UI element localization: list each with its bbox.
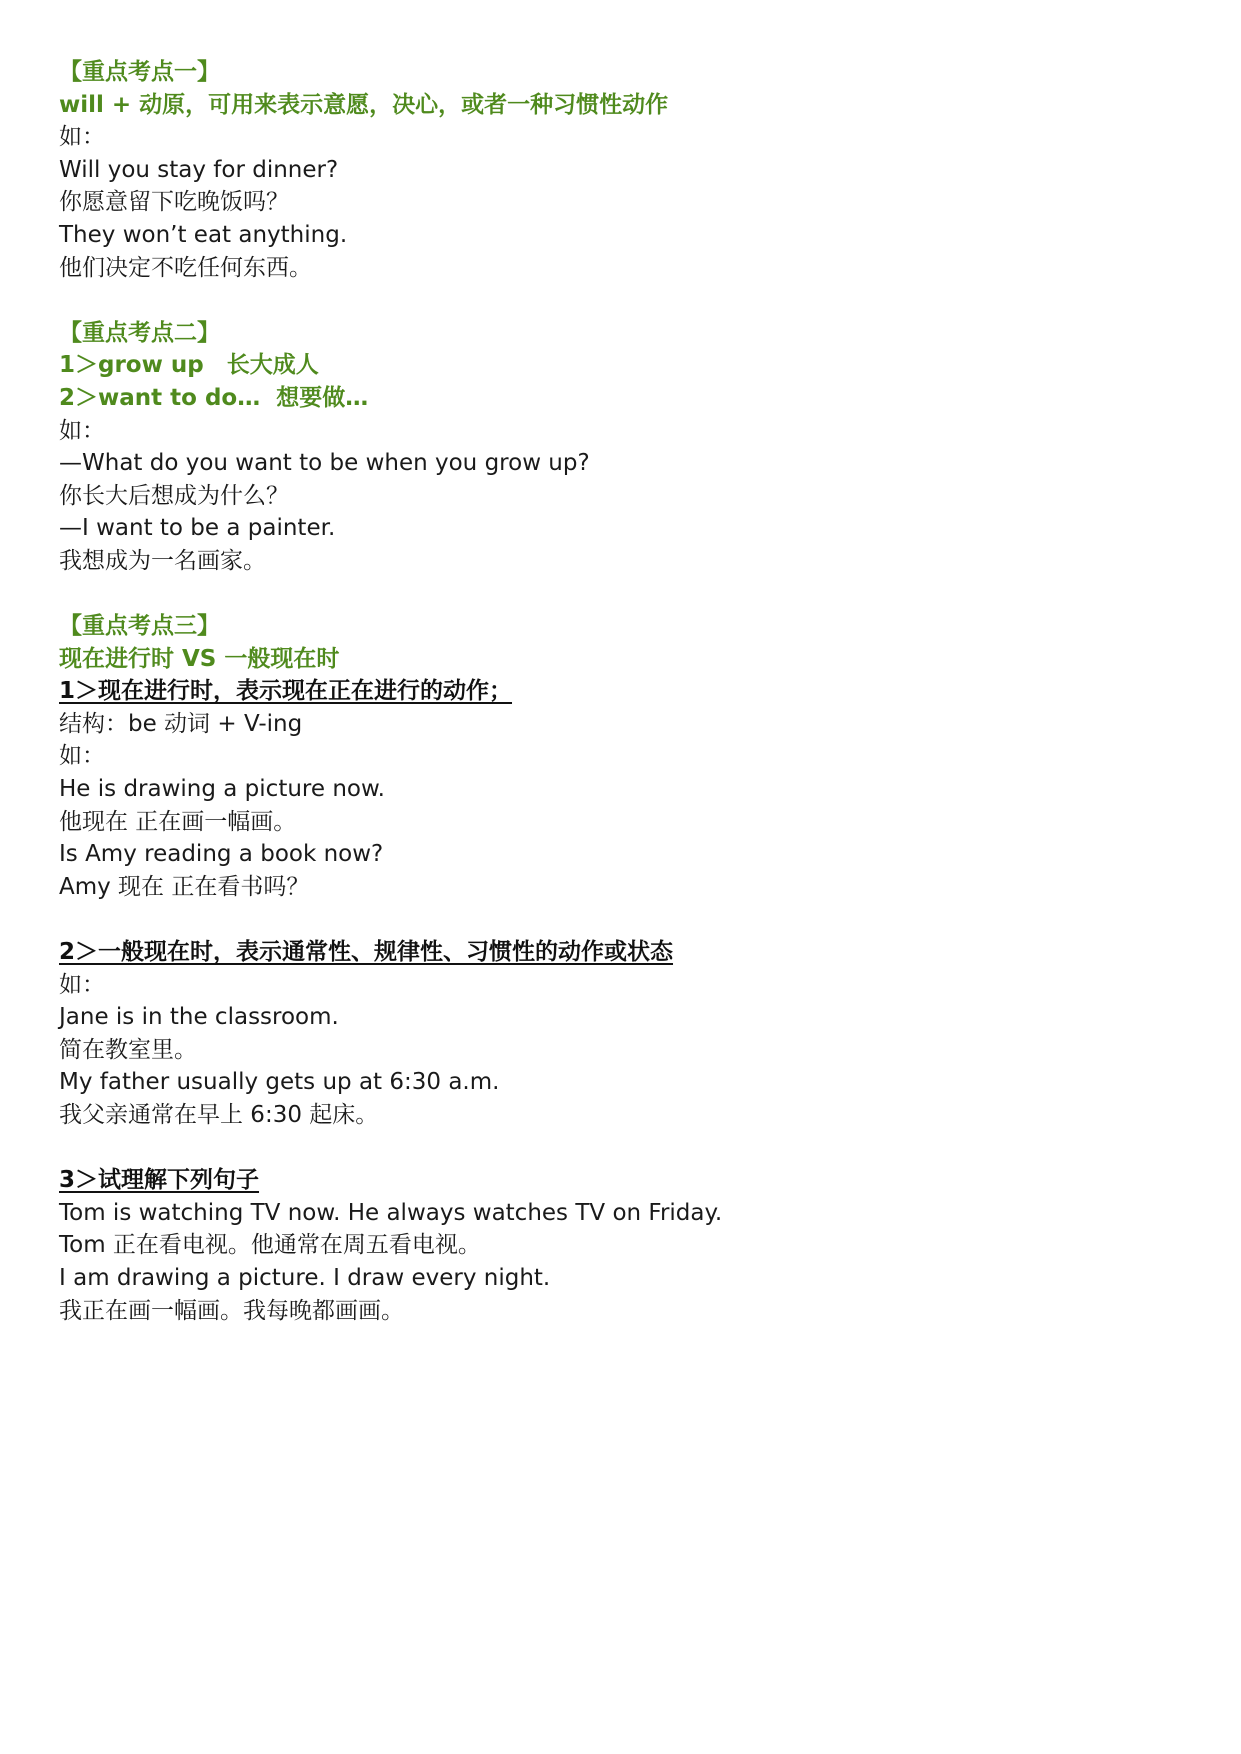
section3-part1-line: He is drawing a picture now.: [59, 776, 385, 803]
section3-part3-line: Tom is watching TV now. He always watches TV on Friday.: [59, 1199, 723, 1226]
section3-part1-title: 1＞现在进行时，表示现在正在进行的动作；: [59, 678, 513, 705]
section3-subheading: 现在进行时 VS 一般现在时: [59, 645, 340, 672]
section3-part2-example-label: 如：: [59, 971, 105, 998]
spacer: [59, 903, 1179, 936]
section1-subheading: will + 动原，可用来表示意愿，决心，或者一种习惯性动作: [59, 91, 669, 118]
section3-part3-title: 3＞试理解下列句子: [59, 1167, 260, 1194]
spacer: [59, 284, 1179, 317]
section1-line: 你愿意留下吃晚饭吗？: [59, 189, 289, 216]
spacer: [59, 578, 1179, 611]
section3-part3-line: 我正在画一幅画。我每晚都画画。: [59, 1297, 404, 1324]
section2-line: —I want to be a painter.: [59, 515, 336, 542]
section3-part3-line: Tom 正在看电视。他通常在周五看电视。: [59, 1232, 481, 1259]
section3-part2-line: My father usually gets up at 6:30 a.m.: [59, 1069, 500, 1096]
section2-point: 2＞want to do… 想要做…: [59, 384, 369, 411]
section3-part2-title: 2＞一般现在时，表示通常性、规律性、习惯性的动作或状态: [59, 939, 674, 966]
section3-part2-line: 我父亲通常在早上 6:30 起床。: [59, 1102, 379, 1128]
section2-line: —What do you want to be when you grow up?: [59, 450, 590, 477]
section1-example-label: 如：: [59, 124, 105, 151]
section2-point: 1＞grow up 长大成人: [59, 352, 319, 379]
section3-part3-line: I am drawing a picture. I draw every night.: [59, 1264, 551, 1291]
section3-part1-line: Amy 现在 正在看书吗？: [59, 873, 310, 900]
section3-heading: 【重点考点三】: [59, 613, 220, 640]
section1-line: They won’t eat anything.: [59, 221, 348, 248]
document-page: [59, 56, 1179, 1327]
section3-part2-line: 简在教室里。: [59, 1036, 197, 1063]
section3-part1-structure: 结构：be 动词 + V-ing: [59, 710, 303, 737]
section2-line: 你长大后想成为什么？: [59, 482, 289, 509]
section3-part2-line: Jane is in the classroom.: [59, 1004, 339, 1031]
section3-part1-example-label: 如：: [59, 743, 105, 770]
section2-example-label: 如：: [59, 417, 105, 444]
section3-part3-title-row: [59, 1164, 1179, 1197]
section1-line: 他们决定不吃任何东西。: [59, 254, 312, 281]
section2-line: 我想成为一名画家。: [59, 547, 266, 574]
spacer: [59, 1132, 1179, 1165]
section3-part1-line: Is Amy reading a book now?: [59, 841, 384, 868]
section3-part1-line: 他现在 正在画一幅画。: [59, 808, 297, 835]
section1-heading: 【重点考点一】: [59, 59, 220, 85]
section1-line: Will you stay for dinner?: [59, 156, 339, 183]
section2-heading: 【重点考点二】: [59, 319, 220, 346]
section3-part1-title-row: [59, 675, 1179, 708]
section3-part2-title-row: [59, 936, 1179, 969]
